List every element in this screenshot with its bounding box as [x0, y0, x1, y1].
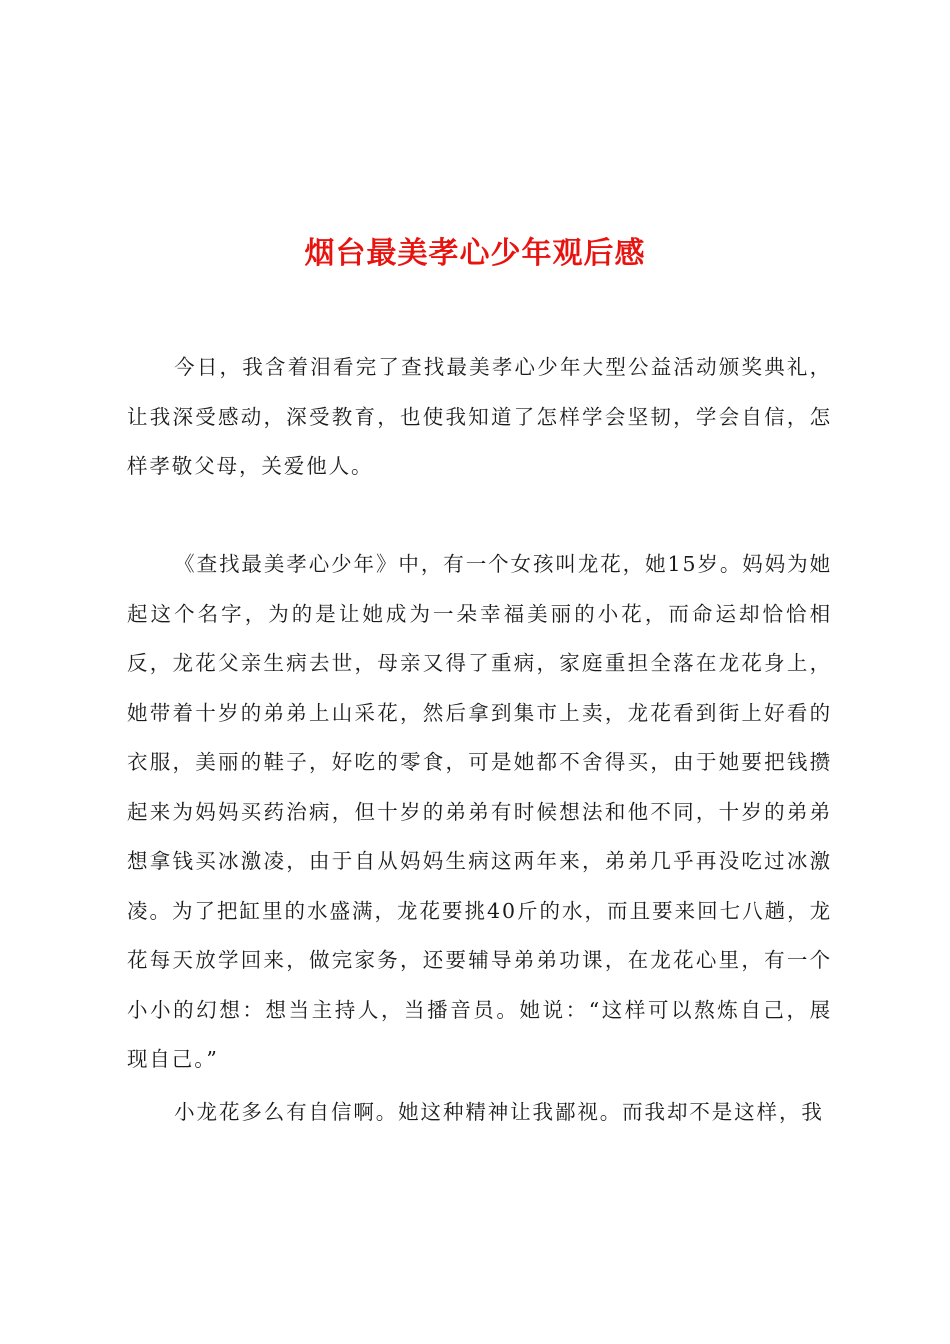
document-title: 烟台最美孝心少年观后感	[304, 236, 646, 272]
paragraph-3: 小龙花多么有自信啊。她这种精神让我鄙视。而我却不是这样，我	[174, 1100, 824, 1124]
paragraph-1: 今日，我含着泪看完了查找最美孝心少年大型公益活动颁奖典礼，让我深受感动，深受教育，也使我知道了怎样学会坚韧，学会自信，怎样孝敬父母，关爱他人。	[127, 355, 832, 478]
paragraph-2: 《查找最美孝心少年》中，有一个女孩叫龙花，她15岁。妈妈为她起这个名字，为的是让她成为一朵幸福美丽的小花，而命运却恰恰相反，龙花父亲生病去世，母亲又得了重病，家庭重担全落在龙花身上，她带着十岁的弟弟上山采花，然后拿到集市上卖，龙花看到街上好看的衣服，美丽的鞋子，好吃的零食，可是她都不舍得买，由于她要把钱攒起来为妈妈买药治病，但十岁的弟弟有时候想法和他不同，十岁的弟弟想拿钱买冰激凌，由于自从妈妈生病这两年来，弟弟几乎再没吃过冰激凌。为了把缸里的水盛满，龙花要挑40斤的水，而且要来回七八趟，龙花每天放学回来，做完家务，还要辅导弟弟功课，在龙花心里，有一个小小的幻想：想当主持人，当播音员。她说：“这样可以熬炼自己，展现自己。”	[127, 552, 832, 1071]
